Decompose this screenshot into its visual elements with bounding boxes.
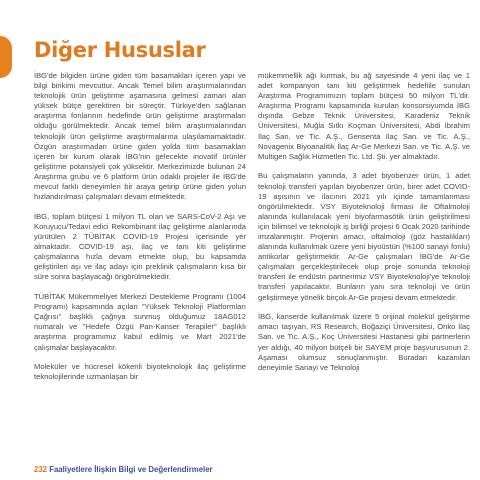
page-title: Diğer Hususlar xyxy=(34,38,206,62)
left-paragraph-2: İBG, toplam bütçesi 1 milyon TL olan ve SARS-CoV-2 Aşı ve Koruyucu/Tedavi edici Rekombinant ilaç geliştirme alanlarında yürütülen 2 TÜBİTAK COVID-19 Projesi içerisinde yer almaktadır. COVID-19 aşı, ilaç ve tanı kiti geliştirme çalışmalarına hızla devam etmekte olup, bu kapsamda geliştirilen aşı ve ilaç adayı için preklinik çalışmaların kısa bir süre sonra başlayacağı öngörülmektedir. xyxy=(34,211,246,282)
page-number: 232 xyxy=(34,465,48,474)
right-paragraph-3: İBG, kanserde kullanılmak üzere 5 orijinal molekül geliştirme amacı taşıyan, RS Research, Boğaziçi Üniversitesi, Onko İlaç San. ve Tic. A.Ş., Koç Üniversitesi Hastanesi gibi partnerlerin yer aldığı, 40 milyon bütçeli bir SAYEM proje başvurusunun 2. Aşaması olumsuz sonuçlanmıştır. Buradan kazanılan deneyimle Sanayi ve Teknoloji xyxy=(258,312,470,372)
right-paragraph-2: Bu çalışmaların yanında, 3 adet biyobenzer ürün, 1 adet teknoloji transferi yapılan biyobenzer ürün, birer adet COVID-19 aşısının ve ilacının 2021 yılı içinde tamamlanması öngörülmektedir. VSY Biyoteknoloji firması ile Oftalmoloji alanında kullanılacak yeni biyofarmasötik ürün geliştirilmesi için bilimsel ve teknolojik iş birliği projesi 6 Ocak 2020 tarihinde imzalanmıştır. Projenin amacı, oftalmoloji (göz hastalıkları) alanında kullanılmak üzere yeni biyoüstün (%100 sanayi fonlu) antikorlar geliştirmektir. Ar-Ge çalışmaları İBG'de Ar-Ge çalışmaları gerçekleştirilecek olup proje sonunda teknoloji transferi ile endüstri partnerimiz VSY Biyoteknoloji'ye teknoloji transferi yapılacaktır. Bunların yanı sıra teknoloji ve ürün geliştirmeye yönelik birçok Ar-Ge projesi devam etmektedir. xyxy=(258,171,470,302)
right-paragraph-1: mükemmellik ağı kurmak, bu ağ sayesinde 4 yeni ilaç ve 1 adet kompanyon tanı kiti geliştirmek hedefiile sunulan Araştırma Programımızın toplam bütçesi 50 milyon TL'dir. Araştırma Programı kapsamında kurulan konsorsiyumda İBG dışında Gebze Teknik Üniversitesi, Karadeniz Teknik Üniversitesi, Muğla Sıtkı Koçman Üniversitesi, Abdi İbrahim İlaç San. ve Tic. A.Ş., Gensenta İlaç San. ve Tic. A.Ş., Novagenix Biyoanalitik İlaç Ar-Ge Merkezi San. ve Tic. A.Ş. ve Multigen Sağlık Hizmetleri Tic. Ltd. Şti. yer almaktadır. xyxy=(258,71,470,161)
footer-section-title: Faaliyetlere İlişkin Bilgi ve Değerlendirmeler xyxy=(49,465,213,474)
left-paragraph-1: İBG'de bilgiden ürüne giden tüm basamakları içeren yapı ve bilgi birikimi mevcuttur. Ancak Temel bilim araştırmalarından teknolojik ürün geliştirme aşamasına gelmesi zaman alan yüksek bütçe gerektiren bir süreçtir. Türkiye'den sağlanan araştırma fonlarının hedefinde ürün geliştirme araştırmaları olduğu görülmektedir. Ancak temel bilim araştırmalarından teknolojik ürün geliştirme araştırmalarına ulaşılamamaktadır. Özgün araştırmadan ürüne giden yolda tüm basamakları içeren bir kurum olarak İBG'nin gelecekte inovatif ürünler geliştirme potansiyeli çok yüksektir. Merkezimizde bulunan 24 Araştırma grubu ve 6 platform ürün odaklı projeler ile İBG'de mevcut farklı deneyimleri bir araya getirip ürüne giden yolun hızlandırılması çalışmaları devam etmektedir. xyxy=(34,71,246,202)
left-column xyxy=(34,71,246,392)
section-tab-marker xyxy=(0,36,12,78)
left-paragraph-4: Moleküler ve hücresel kökenli biyoteknolojik ilaç geliştirme teknolojilerinde uzmanlaşan bir xyxy=(34,362,246,382)
left-paragraph-3: TÜBİTAK Mükemmeliyet Merkezi Destekleme Programı (1004 Programı) kapsamında açılan "Yüksek Teknoloji Platformları Çağrısı" başlıklı çağnya sunmuş olduğumuz 18AG012 numaralı ve "Hedefe Özgü Pan-Kanser Terapiler" başlıklı araştırma programımız kabul edilmiş ve Mart 2021'de çalışmalar başlayacaktır. xyxy=(34,292,246,352)
page-footer xyxy=(34,465,213,474)
right-column xyxy=(258,71,470,382)
